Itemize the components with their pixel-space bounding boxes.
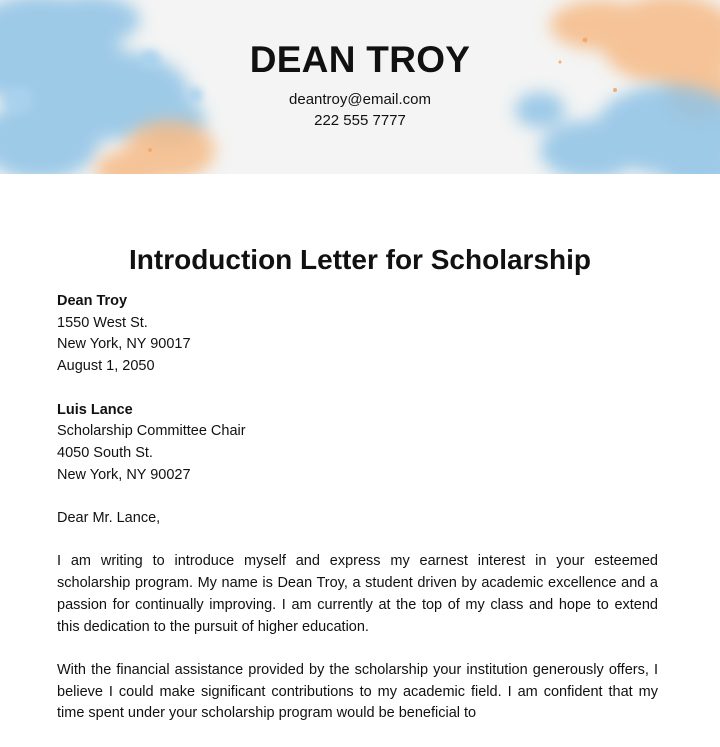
recipient-name: Luis Lance [57,401,133,418]
watercolor-background [0,0,720,174]
sender-name: Dean Troy [57,293,128,309]
body-paragraph: I am writing to introduce myself and express my earnest interest in your esteemed scholarship program. My name is Dean Troy, a student driven by academic excellence and a passion for continually improving. I am currently at the top of my class and hope to extend this dedication to the pursuit of higher education. [57,553,658,635]
letter-title: Introduction Letter for Scholarship [128,244,591,275]
recipient-city: New York, NY 90027 [57,466,191,483]
sender-block [57,291,658,378]
letter-body [57,291,658,747]
letter-date: August 1, 2050 [57,358,155,375]
recipient-street: 4050 South St. [57,444,153,461]
sender-city: New York, NY 90017 [57,336,191,353]
sender-street: 1550 West St. [57,314,148,331]
letterhead-name: DEAN TROY [249,39,471,80]
letterhead-phone: 222 555 7777 [314,112,406,129]
body-paragraph: With the financial assistance provided by the scholarship your institution generously offers, I believe I could make significant contributions to my academic field. I am confident that my time spent under your scholarship program would be beneficial to [57,661,658,722]
letterhead-email: deantroy@email.com [289,91,431,108]
recipient-block [57,400,658,487]
salutation: Dear Mr. Lance, [57,510,161,526]
recipient-position: Scholarship Committee Chair [57,423,246,440]
letterhead [0,0,720,174]
